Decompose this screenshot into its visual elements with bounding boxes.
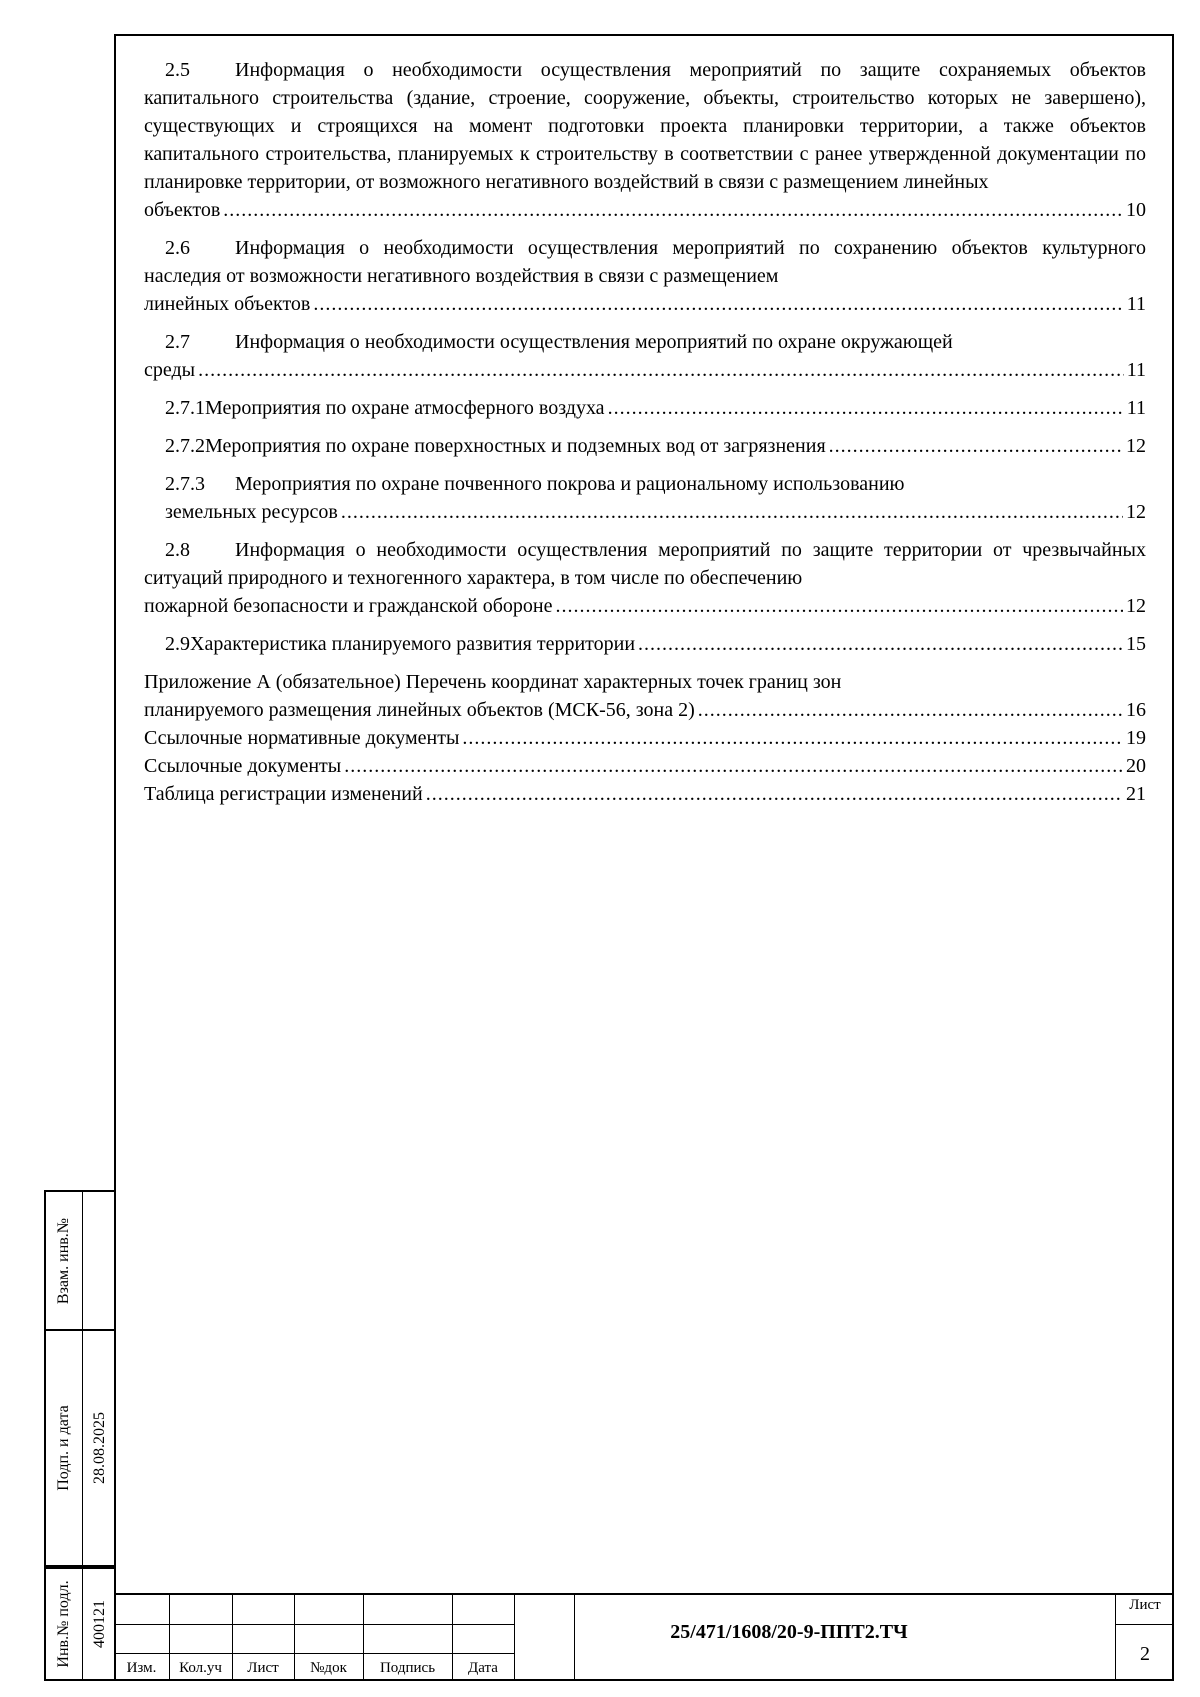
stamp-inv-value: 400121 bbox=[91, 1600, 108, 1648]
toc-entry-number: 2.6 bbox=[165, 237, 190, 259]
stamp-vzam-label: Взам. инв.№ bbox=[55, 1217, 72, 1304]
toc-entry-page: 11 bbox=[1126, 293, 1146, 315]
title-block-label: Изм. bbox=[126, 1660, 157, 1676]
toc-entry-number: 2.7.1 bbox=[165, 397, 205, 419]
toc-entry-text: Информация о необходимости осуществления мероприятий по сохранению объектов культурного наследия от возможности негативного воздействия в связи с размещением bbox=[144, 237, 1146, 287]
stamp-vzam-value bbox=[82, 1192, 118, 1329]
toc-entry-page: 11 bbox=[1126, 359, 1146, 381]
leader-dots bbox=[313, 290, 1123, 318]
leader-dots bbox=[556, 592, 1124, 620]
toc-entry-number: 2.8 bbox=[165, 539, 190, 561]
toc-entry-last-line: Ссылочные документы bbox=[144, 755, 342, 777]
toc-entry-last-line: земельных ресурсов bbox=[165, 501, 338, 523]
title-block-label: Лист bbox=[247, 1660, 279, 1676]
toc-entry[interactable] bbox=[144, 724, 1146, 752]
toc-entry-last-line: Таблица регистрации изменений bbox=[144, 783, 423, 805]
toc-entry-number: 2.7.2 bbox=[165, 435, 205, 457]
toc-entry-text: Информация о необходимости осуществления мероприятий по защите сохраняемых объектов капитального строительства (здание, строение, сооружение, объекты, строительство которых не завершено), существующих и строящихся на момент подготовки проекта планировки территории, а также объектов капитального строительства, планируемых к строительству в соответствии с ранее утвержденной документации по планировке территории, от возможного негативного воздействий в связи с размещением линейных bbox=[144, 59, 1146, 193]
title-block-label: Кол.уч bbox=[179, 1660, 222, 1676]
title-block-label: Подпись bbox=[379, 1660, 436, 1676]
leader-dots bbox=[829, 432, 1123, 460]
stamp-inv-label: Инв.№ подл. bbox=[55, 1580, 72, 1668]
toc-entry[interactable] bbox=[144, 234, 1146, 318]
toc-entry-last-line: Мероприятия по охране атмосферного воздуха bbox=[205, 397, 605, 419]
toc-entry-number: 2.9 bbox=[165, 633, 190, 655]
toc-entry-page: 19 bbox=[1126, 727, 1146, 749]
toc-entry[interactable] bbox=[144, 470, 1146, 526]
toc-entry-page: 12 bbox=[1126, 435, 1146, 457]
leader-dots bbox=[638, 630, 1123, 658]
stamp-podp-value: 28.08.2025 bbox=[91, 1412, 108, 1484]
toc-entry-page: 12 bbox=[1126, 595, 1146, 617]
leader-dots bbox=[341, 498, 1123, 526]
toc-entry-last-line: объектов bbox=[144, 199, 221, 221]
sheet-number: 2 bbox=[1140, 1643, 1150, 1665]
toc-entry[interactable] bbox=[144, 668, 1146, 724]
toc-entry-page: 12 bbox=[1126, 501, 1146, 523]
toc-entry-text: Приложение А (обязательное) Перечень координат характерных точек границ зон bbox=[144, 671, 842, 693]
title-block-label: Дата bbox=[468, 1660, 498, 1676]
stamp-podp bbox=[44, 1331, 116, 1567]
leader-dots bbox=[344, 752, 1123, 780]
toc-entry[interactable] bbox=[144, 780, 1146, 808]
toc-entry-number: 2.5 bbox=[165, 59, 190, 81]
toc-entry[interactable] bbox=[144, 630, 1146, 658]
title-block-label: №док bbox=[310, 1660, 347, 1676]
toc-entry-text: Информация о необходимости осуществления мероприятий по защите территории от чрезвычайных ситуаций природного и техногенного характера, в том числе по обеспечению bbox=[144, 539, 1146, 589]
toc-entry-page: 10 bbox=[1126, 199, 1146, 221]
toc-entry-last-line: пожарной безопасности и гражданской обороне bbox=[144, 595, 553, 617]
toc-entry-last-line: среды bbox=[144, 359, 196, 381]
stamp-podp-label: Подп. и дата bbox=[55, 1405, 72, 1491]
toc-entry[interactable] bbox=[144, 394, 1146, 422]
document-code: 25/471/1608/20-9-ППТ2.ТЧ bbox=[670, 1621, 908, 1643]
leader-dots bbox=[698, 696, 1123, 724]
toc-entry[interactable] bbox=[144, 752, 1146, 780]
leader-dots bbox=[223, 196, 1123, 224]
sheet-label: Лист bbox=[1129, 1597, 1161, 1613]
leader-dots bbox=[462, 724, 1123, 752]
leader-dots bbox=[426, 780, 1123, 808]
toc-entry-last-line: Характеристика планируемого развития территории bbox=[190, 633, 636, 655]
toc-entry-page: 20 bbox=[1126, 755, 1146, 777]
leader-dots bbox=[608, 394, 1124, 422]
toc-entry-number: 2.7 bbox=[165, 331, 190, 353]
toc-entry-page: 21 bbox=[1126, 783, 1146, 805]
title-block bbox=[114, 1593, 1174, 1681]
toc-entry-text: Информация о необходимости осуществления мероприятий по охране окружающей bbox=[235, 331, 953, 353]
toc-entry-last-line: Ссылочные нормативные документы bbox=[144, 727, 460, 749]
stamp-vzam bbox=[44, 1190, 116, 1331]
toc-entry-number: 2.7.3 bbox=[165, 473, 205, 495]
toc-entry-page: 16 bbox=[1126, 699, 1146, 721]
toc-entry[interactable] bbox=[144, 536, 1146, 620]
toc-entry-last-line: линейных объектов bbox=[144, 293, 311, 315]
table-of-contents bbox=[144, 56, 1146, 808]
toc-entry[interactable] bbox=[144, 56, 1146, 224]
toc-entry-text: Мероприятия по охране почвенного покрова и рациональному использованию bbox=[235, 473, 905, 495]
toc-entry-last-line: Мероприятия по охране поверхностных и подземных вод от загрязнения bbox=[205, 435, 826, 457]
toc-entry[interactable] bbox=[144, 328, 1146, 384]
toc-entry-page: 11 bbox=[1126, 397, 1146, 419]
toc-entry[interactable] bbox=[144, 432, 1146, 460]
toc-entry-page: 15 bbox=[1126, 633, 1146, 655]
leader-dots bbox=[198, 356, 1124, 384]
toc-entry-last-line: планируемого размещения линейных объектов (МСК-56, зона 2) bbox=[144, 699, 695, 721]
stamp-inv bbox=[44, 1567, 116, 1681]
